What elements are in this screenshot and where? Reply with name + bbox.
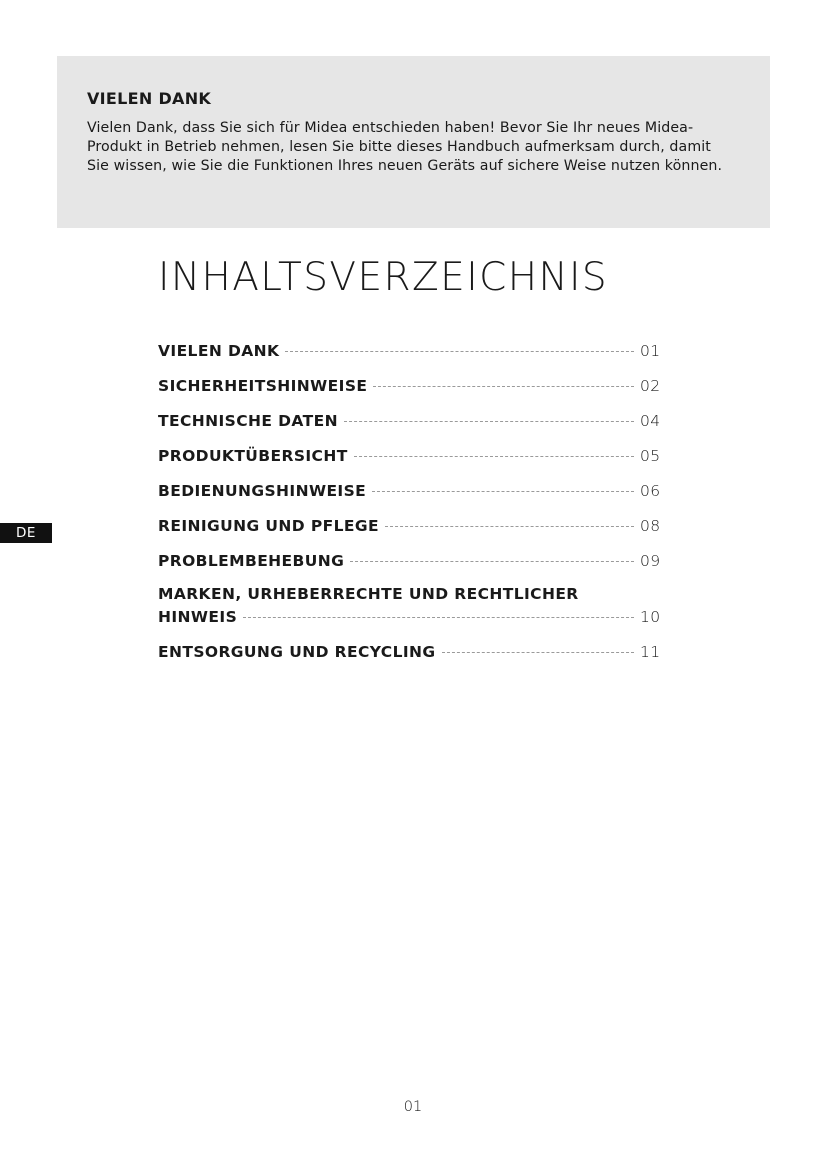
toc-entry[interactable]	[158, 549, 668, 573]
language-tab: DE	[0, 523, 52, 543]
thanks-heading: VIELEN DANK	[87, 89, 212, 108]
toc-entry[interactable]	[158, 409, 668, 433]
toc-leader	[344, 421, 634, 422]
toc-entry-page: 01	[640, 342, 661, 360]
toc-entry[interactable]	[158, 640, 668, 664]
toc-entry-label: ENTSORGUNG UND RECYCLING	[158, 643, 436, 661]
toc-leader	[354, 456, 634, 457]
toc-entry-page: 11	[640, 643, 661, 661]
toc-entry-label: PRODUKTÜBERSICHT	[158, 447, 348, 465]
toc-entry[interactable]	[158, 584, 668, 629]
thanks-box	[57, 56, 770, 228]
toc-entry-page: 08	[640, 517, 661, 535]
toc-entry-page: 09	[640, 552, 661, 570]
toc-entry[interactable]	[158, 514, 668, 538]
toc-leader	[243, 617, 634, 618]
toc-entry-page: 02	[640, 377, 661, 395]
toc-entry-row	[158, 605, 668, 629]
toc-entry-label: TECHNISCHE DATEN	[158, 412, 338, 430]
toc-entry-page: 04	[640, 412, 661, 430]
toc-entry-multiline	[158, 584, 668, 629]
toc-entry[interactable]	[158, 339, 668, 363]
toc-entry-label-line1: MARKEN, URHEBERRECHTE UND RECHTLICHER	[158, 585, 579, 603]
page-number: 01	[403, 1099, 423, 1115]
toc-title: INHALTSVERZEICHNIS	[158, 255, 609, 300]
toc-entry-page: 06	[640, 482, 661, 500]
toc-leader	[373, 386, 634, 387]
toc-entry-label: PROBLEMBEHEBUNG	[158, 552, 345, 570]
thanks-text: Vielen Dank, dass Sie sich für Midea entschieden haben! Bevor Sie Ihr neues Midea-Produkt in Betrieb nehmen, lesen Sie bitte dieses Handbuch aufmerksam durch, damit Sie wissen, wie Sie die Funktionen Ihres neuen Geräts auf sichere Weise nutzen können.	[87, 120, 723, 174]
toc-leader	[442, 652, 634, 653]
toc-entry-label: REINIGUNG UND PFLEGE	[158, 517, 379, 535]
toc-entry-page: 05	[640, 447, 661, 465]
toc-leader	[350, 561, 634, 562]
toc-list	[158, 339, 668, 675]
toc-entry[interactable]	[158, 374, 668, 398]
toc-entry[interactable]	[158, 479, 668, 503]
toc-entry-label: BEDIENUNGSHINWEISE	[158, 482, 367, 500]
toc-entry[interactable]	[158, 444, 668, 468]
toc-leader	[372, 491, 634, 492]
toc-entry-label: SICHERHEITSHINWEISE	[158, 377, 368, 395]
toc-entry-page: 10	[640, 608, 661, 626]
toc-entry-label-line2: HINWEIS	[158, 608, 238, 626]
toc-leader	[285, 351, 634, 352]
toc-entry-label: VIELEN DANK	[158, 342, 280, 360]
toc-leader	[385, 526, 634, 527]
